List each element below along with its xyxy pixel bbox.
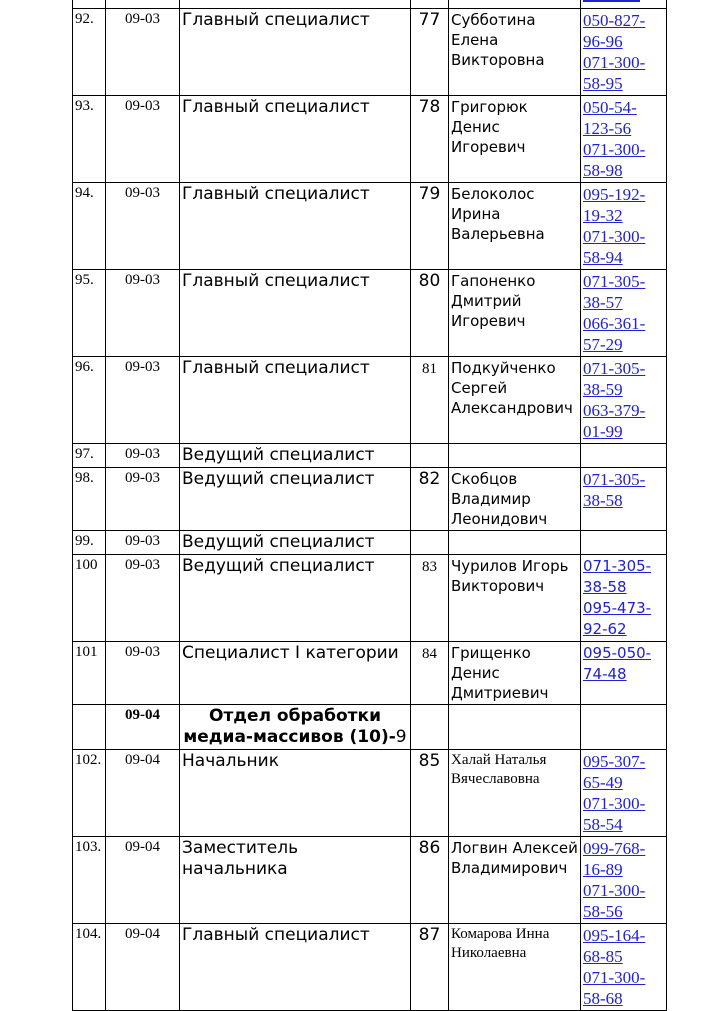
- employee-name: Чурилов Игорь Викторович: [449, 555, 581, 642]
- phone-link[interactable]: 071-300-58-56: [583, 881, 646, 921]
- table-row: [73, 444, 667, 468]
- position-title: Главный специалист: [180, 924, 411, 1011]
- row-number: 96.: [73, 357, 106, 444]
- phone-link[interactable]: 050-54-123-56: [583, 98, 637, 138]
- phone-link[interactable]: 071-300-58-68: [583, 968, 646, 1008]
- row-number: 104.: [73, 924, 106, 1011]
- employee-name-cell: [449, 0, 581, 9]
- position-title: Ведущий специалист: [180, 468, 411, 531]
- phone-cell: [581, 444, 667, 468]
- position-title: Специалист I категории: [180, 642, 411, 705]
- position-title: Заместитель начальника: [180, 837, 411, 924]
- position-title: Главный специалист: [180, 270, 411, 357]
- position-title: Главный специалист: [180, 96, 411, 183]
- position-title: Ведущий специалист: [180, 555, 411, 642]
- phone-cell: [581, 9, 667, 96]
- dept-code: 09-03: [106, 468, 180, 531]
- employee-name: Подкуйченко Сергей Александрович: [449, 357, 581, 444]
- table-row: [73, 270, 667, 357]
- extension-number: [411, 531, 449, 555]
- employee-name: Логвин Алексей Владимирович: [449, 837, 581, 924]
- phone-link-fragment[interactable]: [583, 0, 640, 2]
- extension-number: 81: [411, 357, 449, 444]
- phone-cell: [581, 357, 667, 444]
- phone-cell: [581, 183, 667, 270]
- phone-cell: [581, 924, 667, 1011]
- extension-number: 78: [411, 96, 449, 183]
- extension-number: 77: [411, 9, 449, 96]
- phone-cell: [581, 837, 667, 924]
- table-row: [73, 531, 667, 555]
- row-number: 94.: [73, 183, 106, 270]
- phone-cell: [581, 468, 667, 531]
- position-title: Начальник: [180, 750, 411, 837]
- employee-name: Гапоненко Дмитрий Игоревич: [449, 270, 581, 357]
- position-title: Ведущий специалист: [180, 444, 411, 468]
- extension-number: 79: [411, 183, 449, 270]
- section-title: [180, 705, 411, 750]
- phone-cell: [581, 750, 667, 837]
- dept-code: 09-04: [106, 924, 180, 1011]
- row-number: 103.: [73, 837, 106, 924]
- table-row: [73, 642, 667, 705]
- table-row: [73, 468, 667, 531]
- row-number: 93.: [73, 96, 106, 183]
- employee-name: [449, 444, 581, 468]
- phone-link[interactable]: 095-307-65-49: [583, 752, 646, 792]
- table-row: [73, 9, 667, 96]
- section-title-suffix: 9: [395, 727, 407, 747]
- phone-link[interactable]: 095-164-68-85: [583, 926, 646, 966]
- phone-link[interactable]: 066-361-57-29: [583, 314, 646, 354]
- phone-link[interactable]: 071-305-38-58: [583, 470, 646, 510]
- row-number: 99.: [73, 531, 106, 555]
- table-row: [73, 357, 667, 444]
- dept-code: 09-03: [106, 9, 180, 96]
- phone-link[interactable]: 071-305-38-58: [583, 557, 652, 596]
- dept-code-cell: [106, 0, 180, 9]
- extension-number: 83: [411, 555, 449, 642]
- row-number: 97.: [73, 444, 106, 468]
- dept-code: 09-03: [106, 642, 180, 705]
- phone-link[interactable]: 071-305-38-57: [583, 272, 646, 312]
- extension-number: 87: [411, 924, 449, 1011]
- table-row: [73, 183, 667, 270]
- phone-cell: [581, 531, 667, 555]
- phone-link[interactable]: 071-300-58-94: [583, 227, 646, 267]
- position-title: Ведущий специалист: [180, 531, 411, 555]
- extension-number: 80: [411, 270, 449, 357]
- table-row-cut: [73, 0, 667, 9]
- dept-code: 09-04: [106, 705, 180, 750]
- extension-number: 86: [411, 837, 449, 924]
- section-header-row: [73, 705, 667, 750]
- phone-link[interactable]: 099-768-16-89: [583, 839, 646, 879]
- dept-code: 09-03: [106, 183, 180, 270]
- table-row: [73, 555, 667, 642]
- phone-link[interactable]: 050-827-96-96: [583, 11, 646, 51]
- phone-link[interactable]: 071-300-58-54: [583, 794, 646, 834]
- phone-link[interactable]: 095-050-74-48: [583, 644, 652, 683]
- dept-code: 09-03: [106, 96, 180, 183]
- table-row: [73, 924, 667, 1011]
- dept-code: 09-04: [106, 837, 180, 924]
- phone-cell: [581, 642, 667, 705]
- employee-name-cell: [449, 705, 581, 750]
- position-title: Главный специалист: [180, 9, 411, 96]
- employee-name: Скобцов Владимир Леонидович: [449, 468, 581, 531]
- row-number: 98.: [73, 468, 106, 531]
- phone-link[interactable]: 095-473-92-62: [583, 599, 652, 638]
- employee-name: [449, 531, 581, 555]
- phone-link[interactable]: 071-305-38-59: [583, 359, 646, 399]
- dept-code: 09-03: [106, 531, 180, 555]
- row-number: 92.: [73, 9, 106, 96]
- table-row: [73, 837, 667, 924]
- dept-code: 09-04: [106, 750, 180, 837]
- dept-code: 09-03: [106, 357, 180, 444]
- phone-cell: [581, 96, 667, 183]
- position-title: Главный специалист: [180, 183, 411, 270]
- row-number-cell: [73, 0, 106, 9]
- employee-name: Халай Наталья Вячеславовна: [449, 750, 581, 837]
- extension-number: 82: [411, 468, 449, 531]
- row-number: 102.: [73, 750, 106, 837]
- extension-cell: [411, 0, 449, 9]
- row-number: 101: [73, 642, 106, 705]
- row-number: [73, 705, 106, 750]
- dept-code: 09-03: [106, 555, 180, 642]
- directory-table: [72, 0, 667, 1011]
- phone-cell: [581, 0, 667, 9]
- extension-number: [411, 444, 449, 468]
- employee-name: Грищенко Денис Дмитриевич: [449, 642, 581, 705]
- phone-link[interactable]: 071-300-58-98: [583, 140, 646, 180]
- table-row: [73, 750, 667, 837]
- extension-cell: [411, 705, 449, 750]
- extension-number: 84: [411, 642, 449, 705]
- phone-cell: [581, 555, 667, 642]
- table-row: [73, 96, 667, 183]
- employee-name: Субботина Елена Викторовна: [449, 9, 581, 96]
- phone-link[interactable]: 071-300-58-95: [583, 53, 646, 93]
- row-number: 100: [73, 555, 106, 642]
- phone-cell: [581, 705, 667, 750]
- section-title-main: Отдел обработки медиа-массивов (10)-: [183, 706, 396, 747]
- phone-cell: [581, 270, 667, 357]
- employee-name: Комарова Инна Николаевна: [449, 924, 581, 1011]
- extension-number: 85: [411, 750, 449, 837]
- row-number: 95.: [73, 270, 106, 357]
- phone-link[interactable]: 063-379-01-99: [583, 401, 646, 441]
- dept-code: 09-03: [106, 270, 180, 357]
- employee-name: Григорюк Денис Игоревич: [449, 96, 581, 183]
- position-cell: [180, 0, 411, 9]
- employee-name: Белоколос Ирина Валерьевна: [449, 183, 581, 270]
- dept-code: 09-03: [106, 444, 180, 468]
- position-title: Главный специалист: [180, 357, 411, 444]
- phone-link[interactable]: 095-192-19-32: [583, 185, 646, 225]
